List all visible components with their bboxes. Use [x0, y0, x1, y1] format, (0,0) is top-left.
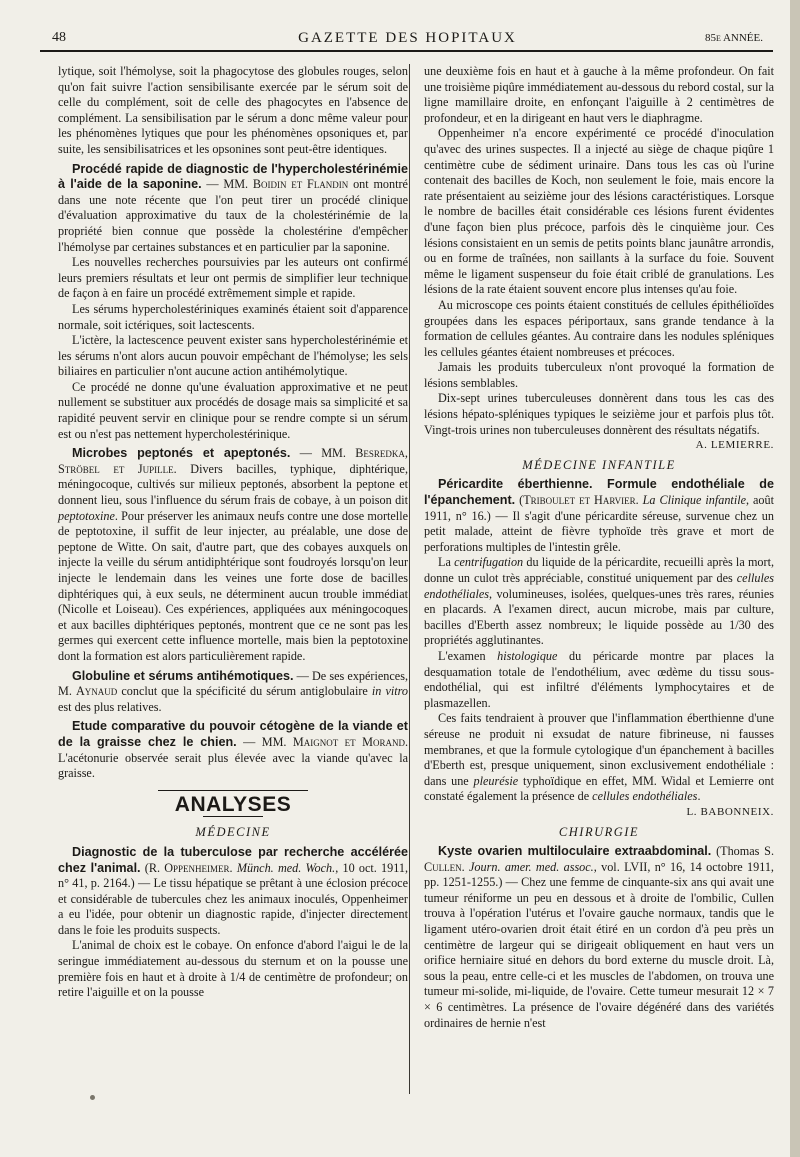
article-title: Kyste ovarien multiloculaire extraabdominal. — [438, 844, 712, 859]
section-heading-analyses: ANALYSES — [174, 792, 292, 816]
page-edge-strip — [790, 0, 800, 1157]
page-header — [40, 28, 775, 48]
subsection-medecine-infantile: MÉDECINE INFANTILE — [522, 457, 676, 472]
article-authors: Oppenheimer. — [164, 860, 233, 875]
subsection-chirurgie: CHIRURGIE — [558, 824, 640, 839]
publication-title: GAZETTE DES HOPITAUX — [298, 30, 517, 46]
article-cullen: Kyste ovarien multiloculaire extraabdominal. (Thomas S. Cullen. Journ. amer. med. assoc., vol. LVII, n° 16, 14 octobre 1911, pp. 1251-1255.) — Chez une femme de cinquante-six ans qui avait une tumeur réniforme un peu en dessous et à droite de l'ombilic, Cullen trouva à l'opération l'utérus et l'ovaire gauche normaux, tandis que le ligament utéro-ovarien droit était étiré en un cordon d'à peu près un centimètre de largeur qui se dirigeait obliquement en haut vers un orifice herniaire situé en dehors du bord externe du muscle droit. Là, sous la peau, entre celle-ci et les muscles de l'abdomen, on trouva une tumeur mi-solide, mi-liquide, de l'ovaire. Cette tumeur mesurait 12 × 7 × 6 centimètres. La présence de l'ovaire dégénéré dans des variétés ordinaires de hernie n'est — [424, 844, 774, 1030]
ink-spot — [90, 1095, 95, 1100]
article-aynaud: Globuline et sérums antihémotiques. — De ses expériences, M. Aynaud conclut que la spécificité du sérum antiglobulaire in vitro est des plus relatives. — [58, 668, 409, 714]
signature-babonneix: L. BABONNEIX. — [686, 805, 774, 818]
paragraph: Oppenheimer n'a encore expérimenté ce procédé d'inoculation qu'avec des urines suspectes. Il a injecté au siège de chaque piqûre 1 centimètre cube de sédiment urinaire. Dans tous les cas où l'urine contenait des bacilles de Koch, non seulement le foie, mais encore la rate présentaient au seizième jour des lésions caractéristiques. Lorsque le nombre de bacilles était considérable ces lésions furent évidentes d'une façon bien plus précoce, parfois dès le cinquième jour. Ces lésions consistaient en un semis de petits points blanc jaunâtre arrondis, ou en forme de traînées, non saillants à la surface du foie. Souvent même le ligament suspenseur du foie était criblé de granulations. Les lésions de la rate étaient souvent encore plus intenses qu'au foie. — [424, 126, 774, 297]
article-title: Procédé rapide de diagnostic de l'hypercholestérinémie à l'aide de la saponine. — [58, 161, 408, 192]
article-title: Diagnostic de la tuberculose par recherche accélérée chez l'animal. — [58, 844, 408, 875]
paragraph: L'examen histologique du péricarde montre par places la desquamation totale de l'endothélium, avec œdème du tissu sous-endothélial, qui est infiltré d'éléments lymphocytaires et de plasmazellen. — [424, 648, 774, 710]
article-title: Etude comparative du pouvoir cétogène de la viande et de la graisse chez le chien. — [58, 719, 408, 749]
paragraph: L'ictère, la lactescence peuvent exister sans hypercholestérinémie et les sérums n'ont alors aucun pouvoir empêchant de l'hémolyse; les sels biliaires en particulier n'ont aucune action antihémolytique. — [58, 333, 408, 379]
header-rule — [40, 50, 773, 52]
page-number: 48 — [52, 30, 66, 45]
right-column — [424, 64, 774, 1031]
paragraph: La centrifugation du liquide de la péricardite, recueilli après la mort, donne un culot très appréciable, constitué uniquement par des cellules endothéliales, volumineuses, isolées, quelques-unes très rares, réunies en placards. A l'examen direct, aucun microbe, mais par culture, bacilles d'Eberth assez nombreux; le liquide possède au 1/30 des propriétés agglutinantes. — [424, 555, 775, 648]
article-authors: Triboulet et Harvier — [523, 493, 636, 508]
section-rule — [158, 790, 308, 791]
subsection-medecine: MÉDECINE — [195, 825, 271, 840]
paragraph: Les nouvelles recherches poursuivies par les auteurs ont confirmé leurs premiers résultats et leur ont permis de simplifier leur technique de façon à en faire un procédé extrêmement simple et rapide. — [58, 255, 408, 301]
paragraph: L'animal de choix est le cobaye. On enfonce d'abord l'aigui le de la seringue immédiatement au-dessous du sternum et on la pousse une première fois en haut et à droite à 1/4 de centimètre de profondeur; on retire l'aiguille et on la pousse — [58, 938, 408, 1000]
article-triboulet: Péricardite éberthienne. Formule endothéliale de l'épanchement. (Triboulet et Harvier. La Clinique infantile, août 1911, n° 16.) — Il s'agit d'une péricardite séreuse, survenue chez un petit malade, atteint de fièvre typhoïde très grave et mort de perforations multiples de l'intestin grêle. — [424, 477, 774, 554]
article-maignot: Etude comparative du pouvoir cétogène de la viande et de la graisse chez le chien. — MM. Maignot et Morand. L'acétonurie observée serait plus élevée avec la viande qu'avec la graisse. — [58, 719, 408, 781]
column-divider — [409, 64, 410, 1094]
paragraph: une deuxième fois en haut et à gauche à la même profondeur. On fait une troisième piqûre immédiatement au-dessous du rebord costal, sur la ligne mamillaire droite, en enfonçant l'aiguille à 2 centimètres de profondeur, et en la dirigeant en haut vers le diaphragme. — [424, 64, 774, 125]
article-authors: Boidin et Flandin — [252, 177, 349, 192]
article-authors: Cullen. — [424, 859, 465, 874]
article-oppenheimer: Diagnostic de la tuberculose par recherche accélérée chez l'animal. (R. Oppenheimer. Münch. med. Woch., 10 oct. 1911, n° 41, p. 2164.) — Le tissu hépatique se prêtant à une éclosion précoce et considérable de tubercules chez les animaux inoculés, Oppenheimer a eu l'idée, pour obtenir un diagnostic rapide, d'injecter directement dans le foie les produits suspects. — [58, 844, 409, 937]
article-boidin: Procédé rapide de diagnostic de l'hypercholestérinémie à l'aide de la saponine. — MM. Boidin et Flandin ont montré dans une note récente que l'on peut tirer un procédé clinique d'évaluation approximative du taux de la cholestérinémie de la propriété bien connue que possède la cholestérine d'empêcher l'hémolyse par certaines substances et en particulier par la saponine. — [58, 161, 408, 254]
article-authors: Aynaud — [75, 684, 118, 699]
volume-year: 85e ANNÉE. — [704, 32, 763, 44]
article-authors: Besredka, Ströbel et Jupille. — [58, 446, 408, 476]
paragraph: Au microscope ces points étaient constitués de cellules épithélioïdes groupées dans les espaces périportaux, sans grande tendance à la formation de cellules géantes. Au contraire dans les nodules spléniques les cellules géantes étaient nombreuses et précoces. — [424, 297, 774, 359]
article-title: Globuline et sérums antihémotiques. — [72, 668, 294, 683]
paragraph: lytique, soit l'hémolyse, soit la phagocytose des globules rouges, selon qu'on fait suivre l'action sensibilisante exercée par le sérum soit de celle du complément, soit de celle des phagocytes en l'absence de complément. La sensibilisation par le sérum a donc même valeur pour les phénomènes lytiques que pour les phénomènes opsoniques et, par suite, les sensibilisatrices et les opsonines sont peut-être identiques. — [58, 64, 408, 156]
section-rule — [203, 816, 263, 817]
paragraph: Les sérums hypercholestériniques examinés étaient soit d'apparence normale, soit ictériques, soit lactescents. — [58, 301, 408, 332]
paragraph: Dix-sept urines tuberculeuses donnèrent dans tous les cas des lésions hépato-spléniques typiques le seizième jour et parfois plus tôt. Vingt-trois urines non tuberculeuses donnèrent des résultats négatifs. — [424, 391, 774, 437]
article-title: Péricardite éberthienne. Formule endothéliale de l'épanchement. — [424, 477, 774, 508]
paragraph: Jamais les produits tuberculeux n'ont provoqué la formation de lésions semblables. — [424, 360, 774, 390]
paragraph: Ces faits tendraient à prouver que l'inflammation éberthienne d'une séreuse ne produit ni exsudat de nature fibrineuse, ni fausses membranes, et que la formule cytologique d'un épanchement à bacilles d'Eberth est, presque uniquement, sinon exclusivement endothéliale : dans une pleurésie typhoïdique en effet, MM. Widal et Lemierre ont constaté également la présence de cellules endothéliales. — [424, 711, 774, 804]
left-column — [58, 64, 408, 1001]
paragraph: Ce procédé ne donne qu'une évaluation approximative et ne peut nullement se substituer aux procédés de dosage mais sa simplicité et sa rapidité peuvent servir en clinique pour se rendre compte si un sérum est ou n'est pas nettement hypercholestérinique. — [58, 379, 408, 441]
article-besredka: Microbes peptonés et apeptonés. — MM. Besredka, Ströbel et Jupille. Divers bacilles, typhique, diphtérique, méningocoque, cultivés sur milieux peptonés, absorbent la peptone et donnent lieu, sous l'influence du sérum frais de cobaye, à un poison dit peptotoxine. Pour préserver les animaux neufs contre une dose mortelle de peptotoxine, il suffit de leur injecter, au préalable, une dose de peptone de Witte. On sait, d'autre part, que des cobayes auxquels on injecte la veille du sérum antidiphtérique sont foudroyés lorsqu'on leur injecte le lendemain dans les veines une forte dose de bacilles diphtériques qui, à eux seuls, ne déterminent aucun trouble immédiat (Nicolle et Loiseau). Ces expériences, appliquées aux méningocoques et aux bacilles diphtériques peptonés, montrent que ce ne sont pas les germes qui exercent cette influence mortelle, mais bien la peptotoxine dont la formation est alors particulièrement rapide. — [58, 446, 408, 663]
article-title: Microbes peptonés et apeptonés. — [72, 446, 291, 461]
article-authors: Maignot et Morand. — [292, 734, 408, 749]
signature-lemierre: A. LEMIERRE. — [695, 439, 774, 452]
